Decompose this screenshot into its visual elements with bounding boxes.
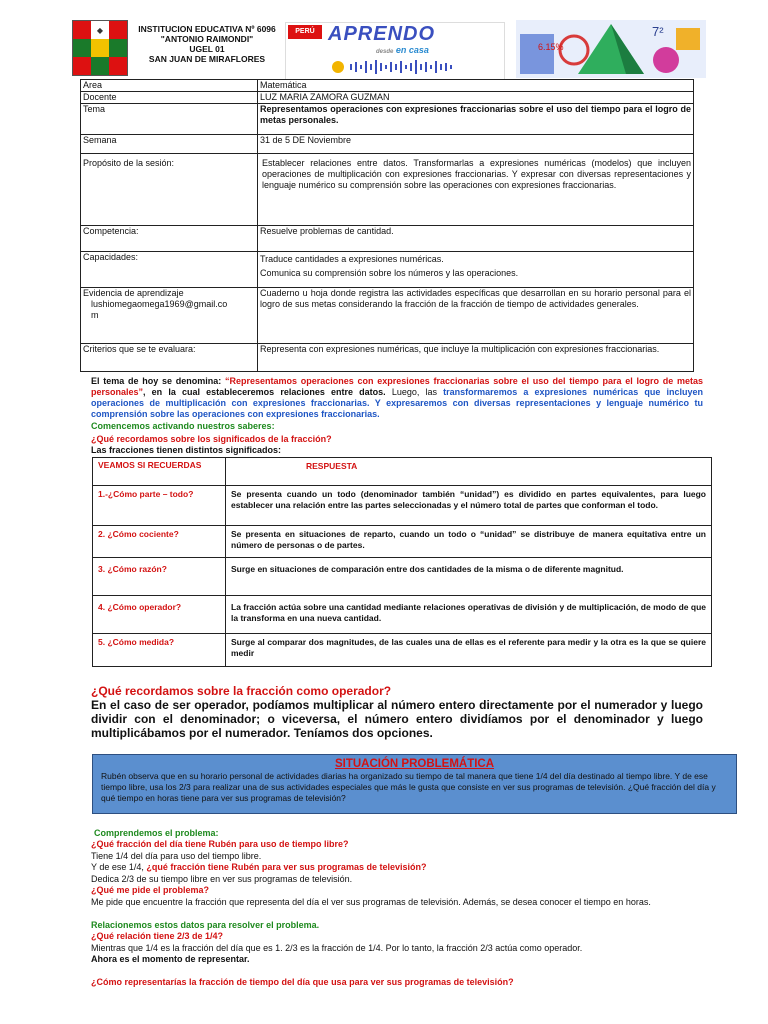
math-power: 7² [652, 24, 664, 39]
problem-a3: Me pide que encuentre la fracción que representa del día el ver sus programas de televisión. Además, se desea conocer el tiempo en horas. [91, 897, 651, 907]
header-respuesta: RESPUESTA [226, 458, 712, 486]
meaning-question: 3. ¿Cómo razón? [93, 558, 226, 596]
math-percent: 6.15% [538, 42, 564, 52]
audio-wave-icon [330, 59, 480, 75]
info-label: Propósito de la sesión: [81, 154, 258, 226]
meaning-question: 4. ¿Cómo operador? [93, 596, 226, 634]
info-value: Representamos operaciones con expresiones fraccionarias sobre el uso del tiempo para el logro de metas personales. [258, 104, 694, 135]
table-row [93, 558, 712, 596]
problem-q2: Y de ese 1/4, ¿qué fracción tiene Rubén para ver sus programas de televisión? [91, 862, 427, 872]
problem-q4: ¿Qué relación tiene 2/3 de 1/4? [91, 931, 224, 941]
peru-badge: PERÚ [288, 25, 322, 39]
meaning-answer: La fracción actúa sobre una cantidad mediante relaciones operativas de división y de multiplicación, de modo de que la transforma en una nueva cantidad. [226, 596, 712, 634]
info-row-criterios [81, 344, 694, 372]
relacionemos-title: Relacionemos estos datos para resolver el problema. [91, 920, 320, 930]
info-value: Representa con expresiones numéricas, que incluye la multiplicación con expresiones fraccionarias. [258, 344, 694, 372]
table-row [93, 634, 712, 667]
situation-title: SITUACIÓN PROBLEMÁTICA [334, 758, 495, 770]
situation-body: Rubén observa que en su horario personal de actividades diarias ha organizado su tiempo de tal manera que tiene 1/4 del día destinado al tiempo libre. Y de ese tiempo libre, usa los 2/3 para realizar una de sus actividades especiales que más le gusta que consiste en ver sus programas de televisión. ¿Qué fracción del día y qué tiempo en horas tiene para ver sus programas de televisión? [101, 771, 716, 803]
problem-q5: ¿Cómo representarías la fracción de tiempo del día que usa para ver sus programas de televisión? [91, 977, 514, 987]
info-row-capacidades [81, 252, 694, 288]
info-label: Docente [81, 92, 258, 104]
info-label: Tema [81, 104, 258, 135]
fraction-meanings-table [92, 457, 712, 667]
problem-a1: Tiene 1/4 del día para uso del tiempo libre. [91, 851, 262, 861]
info-row-docente [81, 92, 694, 104]
aprendo-en-casa-logo [285, 22, 505, 80]
problem-q1: ¿Qué fracción del día tiene Rubén para uso de tiempo libre? [91, 839, 349, 849]
info-label: Evidencia de aprendizaje lushiomegaomega1969@gmail.co m [81, 288, 258, 344]
info-label: Semana [81, 135, 258, 154]
school-name: INSTITUCION EDUCATIVA Nº 6096 "ANTONIO RAIMONDI" UGEL 01 SAN JUAN DE MIRAFLORES [138, 24, 276, 64]
info-value: Cuaderno u hoja donde registra las actividades específicas que desarrollan en su horario personal para el logro de sus metas considerando la fracción de la fracción de tiempo de actividades generales. [258, 288, 694, 344]
page-header [70, 18, 766, 78]
meaning-answer: Surge en situaciones de comparación entre dos cantidades de la misma o de diferente magnitud. [226, 558, 712, 596]
operator-body: En el caso de ser operador, podíamos multiplicar al número entero directamente por el numerador y luego dividir con el denominador; o viceversa, el número entero dividíamos por el denominador y luego multiplicábamos por el numerador. Teníamos dos opciones. [91, 698, 703, 740]
meaning-question: 1.-¿Cómo parte – todo? [93, 486, 226, 526]
activando-saberes: Comencemos activando nuestros saberes: [91, 421, 275, 431]
capacidad-1: Traduce cantidades a expresiones numéricas. [260, 254, 444, 264]
meaning-answer: Se presenta en situaciones de reparto, cuando un todo o “unidad” se distribuye de manera equitativa entre un número de personas o de partes. [226, 526, 712, 558]
brand-subtitle: desde en casa [376, 45, 429, 55]
representar-line: Ahora es el momento de representar. [91, 954, 250, 964]
intro-paragraph: El tema de hoy se denomina: “Representamos operaciones con expresiones fraccionarias sobre el uso del tiempo para el logro de metas personales”, en la cual estableceremos relaciones entre datos. Luego, las transformaremos a expresiones numéricas que incluyen operaciones de multiplicación con expresiones fraccionarias. Y expresaremos con diversas representaciones y lenguaje numérico tu comprensión sobre las operaciones con expresiones fraccionarias. [91, 376, 704, 419]
capacidad-2: Comunica su comprensión sobre los números y las operaciones. [260, 268, 519, 278]
info-value: 31 de 5 DE Noviembre [258, 135, 694, 154]
school-crest-icon: ◆ [72, 20, 128, 76]
info-row-proposito [81, 154, 694, 226]
info-row-competencia [81, 226, 694, 252]
info-label: Area [81, 80, 258, 92]
meaning-answer: Se presenta cuando un todo (denominador también “unidad”) es dividido en partes equivalentes, para luego establecer una relación entre las partes seleccionadas y el número total de partes que conforman el todo. [226, 486, 712, 526]
table-row [93, 526, 712, 558]
fracciones-significados: Las fracciones tienen distintos significados: [91, 445, 282, 455]
info-value: Resuelve problemas de cantidad. [258, 226, 694, 252]
info-label: Competencia: [81, 226, 258, 252]
header-veamos: VEAMOS SI RECUERDAS [93, 458, 226, 486]
info-row-tema [81, 104, 694, 135]
info-label: Criterios que se te evaluara: [81, 344, 258, 372]
problem-a4: Mientras que 1/4 es la fracción del día que es 1. 2/3 es la fracción de 1/4. Por lo tanto, la fracción 2/3 actúa como operador. [91, 943, 583, 953]
table-row [93, 596, 712, 634]
meaning-answer: Surge al comparar dos magnitudes, de las cuales una de ellas es el referente para medir y la otra es la que se quiere medir [226, 634, 712, 667]
question-significados: ¿Qué recordamos sobre los significados de la fracción? [91, 434, 332, 444]
meaning-question: 5. ¿Cómo medida? [93, 634, 226, 667]
math-shapes-icon [516, 20, 706, 78]
info-value: Matemática [258, 80, 694, 92]
info-row-semana [81, 135, 694, 154]
problem-q3: ¿Qué me pide el problema? [91, 885, 210, 895]
info-label: Capacidades: [81, 252, 258, 288]
brand-title: APRENDO [328, 23, 436, 45]
info-value: LUZ MARIA ZAMORA GUZMAN [258, 92, 694, 104]
comprendemos-title: Comprendemos el problema: [94, 828, 219, 838]
table-row [93, 486, 712, 526]
meaning-question: 2. ¿Cómo cociente? [93, 526, 226, 558]
situation-box [92, 754, 737, 814]
table-header-row [93, 458, 712, 486]
operator-title: ¿Qué recordamos sobre la fracción como operador? [91, 684, 392, 698]
session-info-table [80, 79, 694, 372]
info-value [258, 252, 694, 288]
info-row-evidencia [81, 288, 694, 344]
info-value: Establecer relaciones entre datos. Transformarlas a expresiones numéricas (modelos) que incluyen operaciones de multiplicación con expresiones fraccionarias. Y expresar con diversas representaciones y lenguaje numérico su comprensión sobre las operaciones con expresiones fraccionarias. [258, 154, 694, 226]
problem-a2: Dedica 2/3 de su tiempo libre en ver sus programas de televisión. [91, 874, 353, 884]
info-row-area [81, 80, 694, 92]
